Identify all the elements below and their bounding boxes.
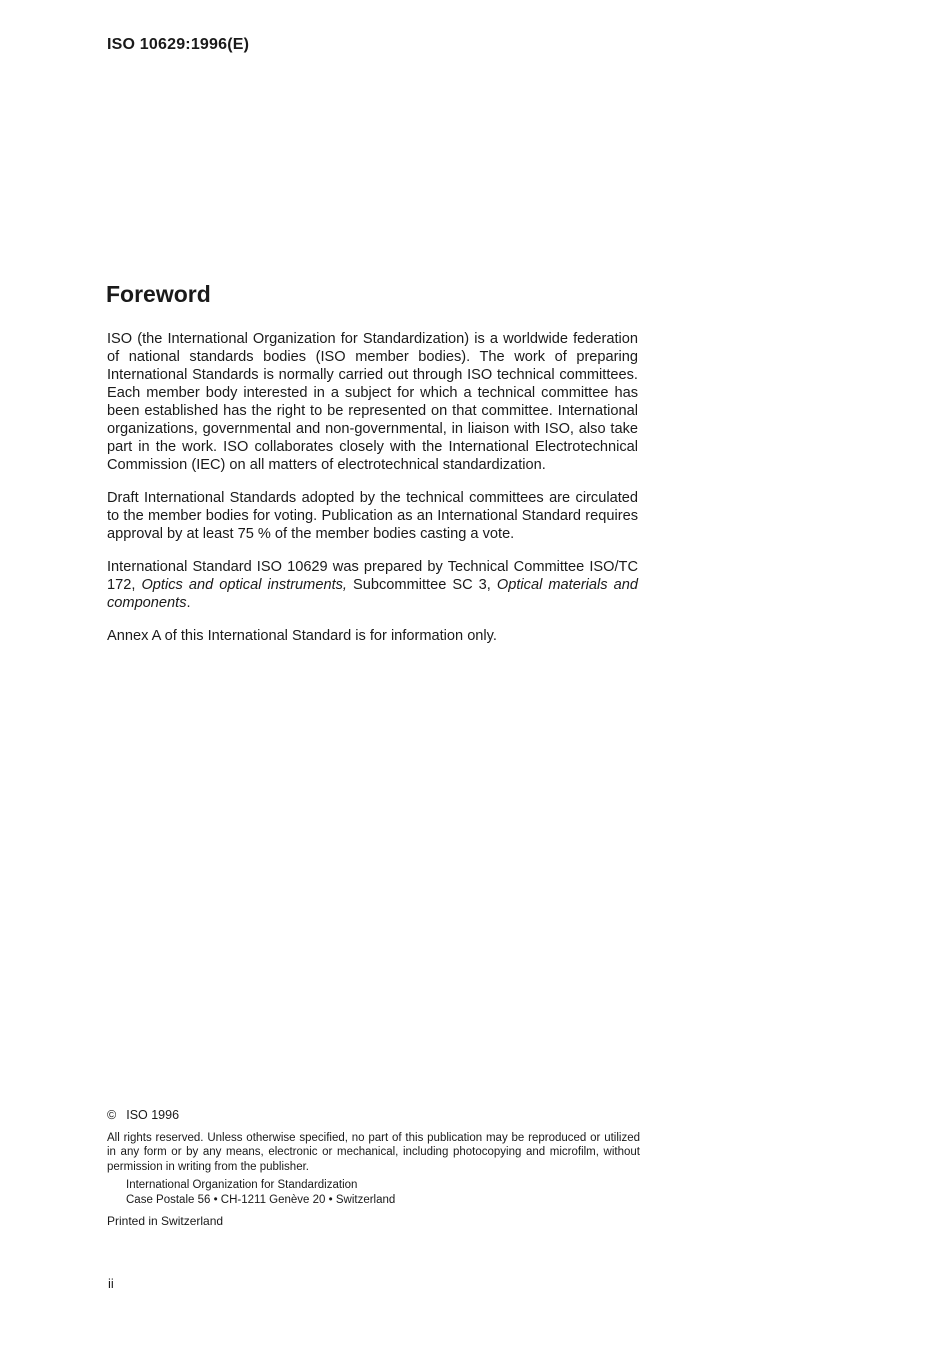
address-line-2: Case Postale 56 • CH-1211 Genève 20 • Switzerland — [126, 1193, 396, 1206]
address-line-1: International Organization for Standardization — [126, 1179, 358, 1191]
paragraph-3-text-c: . — [186, 595, 191, 611]
foreword-paragraph-3 — [107, 558, 638, 612]
rights-notice: All rights reserved. Unless otherwise specified, no part of this publication may be reproduced or utilized in any form or by any means, electronic or mechanical, including photocopying and microfilm, without permission in writing from the publisher. — [107, 1131, 640, 1173]
copyright-icon: © — [107, 1108, 117, 1122]
printed-in: Printed in Switzerland — [107, 1214, 224, 1228]
copyright-footer — [107, 1108, 640, 1229]
foreword-paragraph-1: ISO (the International Organization for Standardization) is a worldwide federation of national standards bodies (ISO member bodies). The work of preparing International Standards is normally carried out through ISO technical committees. Each member body interested in a subject for which a technical committee has been established has the right to be represented on that committee. International organizations, governmental and non-governmental, in liaison with ISO, also take part in the work. ISO collaborates closely with the International Electrotechnical Commission (IEC) on all matters of electrotechnical standardization. — [107, 331, 638, 473]
paragraph-3-text-a: International Standard ISO 10629 was prepared by Technical Committee ISO/TC 172, — [107, 559, 638, 593]
foreword-body — [107, 330, 638, 660]
copyright-text: ISO 1996 — [126, 1108, 180, 1122]
document-id-header: ISO 10629:1996(E) — [107, 36, 250, 53]
subcommittee-title: Optical materials and components — [107, 577, 638, 611]
page-number: ii — [108, 1276, 114, 1291]
foreword-heading: Foreword — [106, 281, 211, 307]
foreword-paragraph-4: Annex A of this International Standard is for information only. — [107, 628, 497, 644]
committee-title: Optics and optical instruments, — [141, 577, 347, 593]
paragraph-3-text-b: Subcommittee SC 3, — [346, 577, 497, 593]
publisher-address — [126, 1178, 640, 1207]
foreword-paragraph-2: Draft International Standards adopted by the technical committees are circulated to the member bodies for voting. Publication as an International Standard requires approval by at least 75 % of the member bodies casting a vote. — [107, 490, 638, 542]
copyright-line — [107, 1108, 640, 1123]
